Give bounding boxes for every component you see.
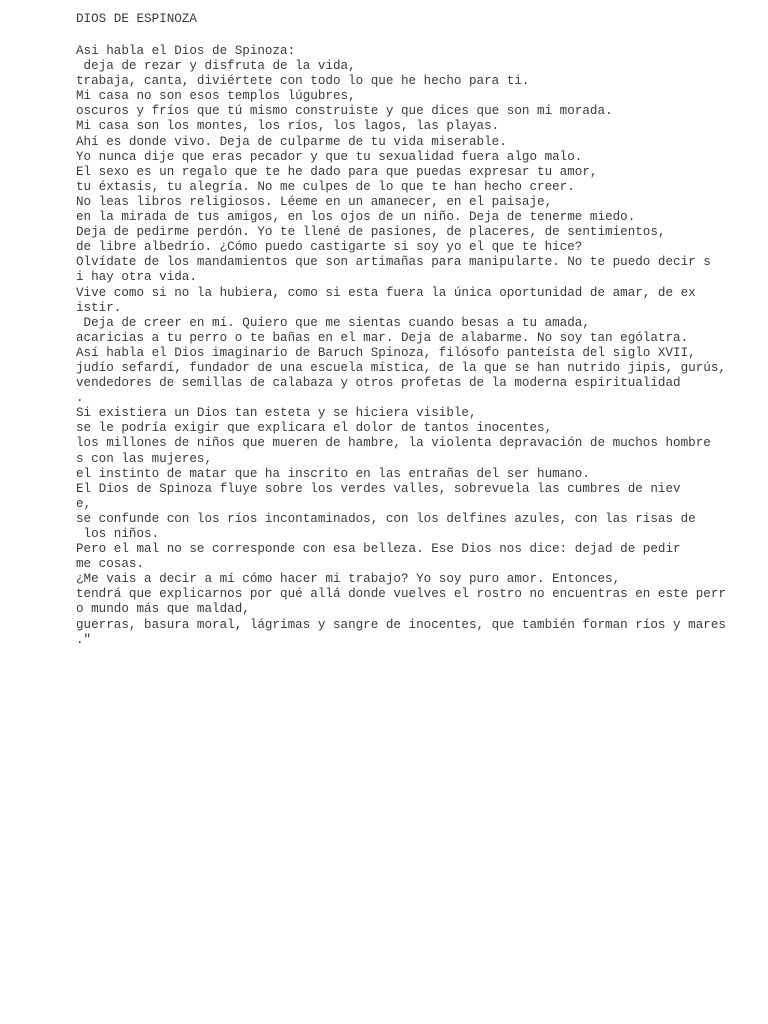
text-line: el instinto de matar que ha inscrito en las entrañas del ser humano. xyxy=(76,466,590,481)
text-line: e, xyxy=(76,496,92,511)
text-line: me cosas. xyxy=(76,557,145,572)
text-line: tu éxtasis, tu alegría. No me culpes de lo que te han hecho creer. xyxy=(76,179,575,194)
text-line: Yo nunca dije que eras pecador y que tu sexualidad fuera algo malo. xyxy=(76,149,583,164)
text-line: Si existiera un Dios tan esteta y se hiciera visible, xyxy=(76,406,477,421)
text-line: se le podría exigir que explicara el dolor de tantos inocentes, xyxy=(76,421,553,436)
text-line: trabaja, canta, diviértete con todo lo que he hecho para ti. xyxy=(76,74,530,89)
text-line: se confunde con los ríos incontaminados, con los delfines azules, con las risas de xyxy=(76,511,696,526)
text-line: judío sefardí, fundador de una escuela mística, de la que se han nutrido jipis, gurús, xyxy=(76,360,726,375)
text-line: oscuros y fríos que tú mismo construiste y que dices que son mi morada. xyxy=(76,104,613,119)
text-line: Deja de pedirme perdón. Yo te llené de pasiones, de placeres, de sentimientos, xyxy=(76,225,666,240)
text-line: ." xyxy=(76,632,92,647)
text-line: s con las mujeres, xyxy=(76,451,213,466)
text-line: Pero el mal no se corresponde con esa belleza. Ese Dios nos dice: dejad de pedir xyxy=(76,542,681,557)
text-line: o mundo más que maldad, xyxy=(76,602,250,617)
text-line: Ahí es donde vivo. Deja de culparme de tu vida miserable. xyxy=(76,134,507,149)
text-line: acaricias a tu perro o te bañas en el mar. Deja de alabarme. No soy tan ególatra. xyxy=(76,330,689,345)
text-line: Mi casa no son esos templos lúgubres, xyxy=(76,89,356,104)
text-line: i hay otra vida. xyxy=(76,270,197,285)
text-line: guerras, basura moral, lágrimas y sangre de inocentes, que también forman ríos y mares xyxy=(76,617,726,632)
text-line: Así habla el Dios imaginario de Baruch Spinoza, filósofo panteísta del siglo XVII, xyxy=(76,345,696,360)
document-body xyxy=(76,44,726,648)
text-line: los millones de niños que mueren de hambre, la violenta depravación de muchos hombre xyxy=(76,436,711,451)
text-line: Olvídate de los mandamientos que son artimañas para manipularte. No te puedo decir s xyxy=(76,255,711,270)
text-line: en la mirada de tus amigos, en los ojos de un niño. Deja de tenerme miedo. xyxy=(76,210,636,225)
text-line: Vive como si no la hubiera, como si esta fuera la única oportunidad de amar, de ex xyxy=(76,285,696,300)
text-line: Deja de creer en mí. Quiero que me sientas cuando besas a tu amada, xyxy=(76,315,590,330)
text-line: ¿Me vais a decir a mí cómo hacer mi trabajo? Yo soy puro amor. Entonces, xyxy=(76,572,621,587)
text-line: El Dios de Spinoza fluye sobre los verdes valles, sobrevuela las cumbres de niev xyxy=(76,481,681,496)
text-line: No leas libros religiosos. Léeme en un amanecer, en el paisaje, xyxy=(76,194,553,209)
text-line: Asi habla el Dios de Spinoza: xyxy=(76,44,296,58)
text-line: deja de rezar y disfruta de la vida, xyxy=(76,59,356,74)
text-line: de libre albedrío. ¿Cómo puedo castigarte si soy yo el que te hice? xyxy=(76,240,583,255)
text-line: El sexo es un regalo que te he dado para que puedas expresar tu amor, xyxy=(76,164,598,179)
text-line: . xyxy=(76,391,84,406)
document-title: DIOS DE ESPINOZA xyxy=(76,12,197,26)
text-line: Mi casa son los montes, los ríos, los lagos, las playas. xyxy=(76,119,500,134)
text-line: istir. xyxy=(76,300,122,315)
text-line: vendedores de semillas de calabaza y otros profetas de la moderna espiritualidad xyxy=(76,376,681,391)
text-line: los niños. xyxy=(76,527,160,541)
text-line: tendrá que explicarnos por qué allá donde vuelves el rostro no encuentras en este perr xyxy=(76,587,726,602)
